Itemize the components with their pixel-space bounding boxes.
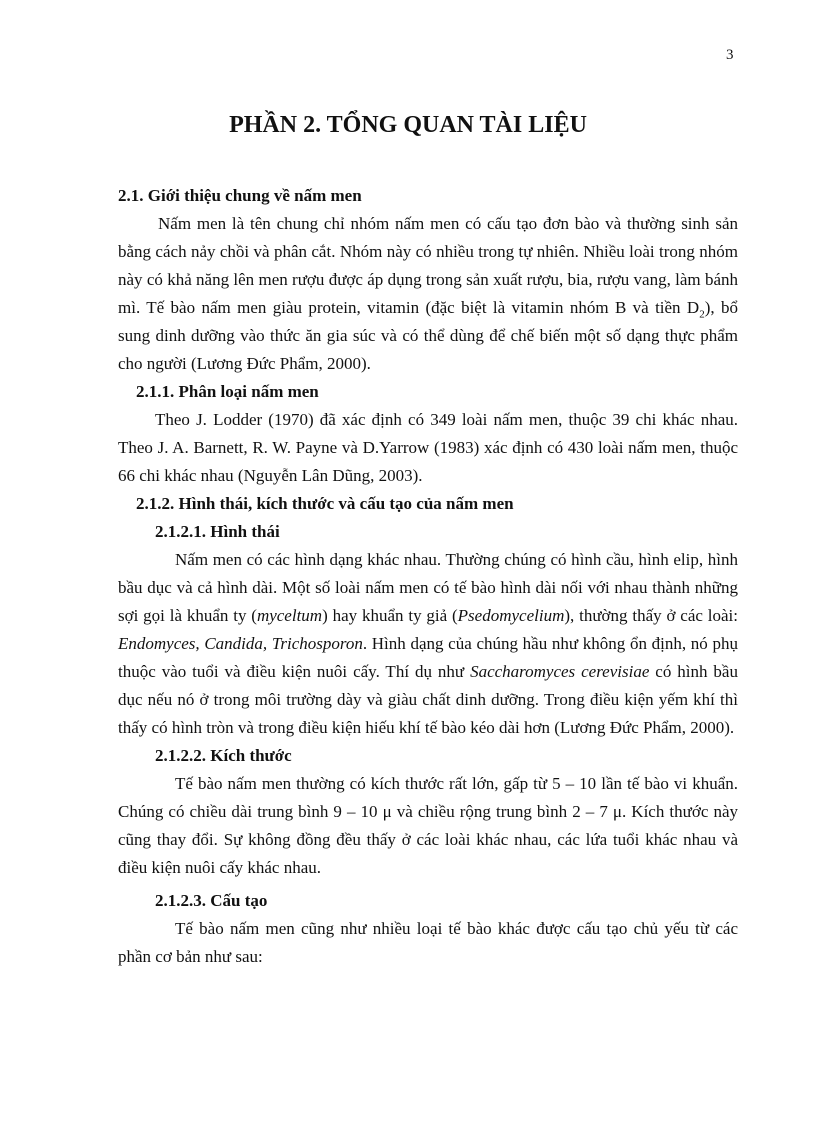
paragraph-structure: Tế bào nấm men cũng như nhiều loại tế bào khác được cấu tạo chủ yếu từ các phần cơ bản như sau:: [118, 919, 738, 966]
intro-text-b: ), bổ sung dinh dưỡng vào thức ăn gia súc và có thể dùng để chế biến một số dạng thực phẩm cho người (Lương Đức Phẩm, 2000).: [118, 298, 738, 373]
morph-italic-3: Endomyces, Candida, Trichosporon: [118, 634, 363, 653]
section-heading-2-1-2-3: 2.1.2.3. Cấu tạo: [155, 891, 268, 910]
paragraph-intro-yeast: [118, 210, 738, 378]
morph-text-1: Nấm men có các hình dạng khác nhau. Thường chúng có hình cầu, hình elip, hình bầu dục và cả hình dài. Một số loài nấm men có tế bào hình dài nối với nhau thành những sợi gọi là khuẩn ty (: [118, 550, 738, 625]
morph-italic-1: myceltum: [256, 606, 323, 625]
paragraph-size: Tế bào nấm men thường có kích thước rất lớn, gấp từ 5 – 10 lần tế bào vi khuẩn. Chúng có chiều dài trung bình 9 – 10 μ và chiều rộng trung bình 2 – 7 μ. Kích thước này cũng thay đổi. Sự không đồng đều thấy ở các loài khác nhau, các lứa tuổi khác nhau và điều kiện nuôi cấy khác nhau.: [118, 774, 738, 877]
morph-text-2: ) hay khuẩn ty giả (: [322, 606, 458, 625]
section-heading-2-1-2-2: 2.1.2.2. Kích thước: [155, 746, 292, 765]
page-title: PHẦN 2. TỔNG QUAN TÀI LIỆU: [229, 112, 587, 138]
morph-text-4: . Hình dạng của chúng hầu như không ổn định, nó phụ thuộc vào tuổi và điều kiện nuôi cấy. Thí dụ như: [118, 634, 738, 681]
paragraph-classification: Theo J. Lodder (1970) đã xác định có 349 loài nấm men, thuộc 39 chi khác nhau. Theo J. A. Barnett, R. W. Payne và D.Yarrow (1983) xác định có 430 loài nấm men, thuộc 66 chi khác nhau (Nguyễn Lân Dũng, 2003).: [118, 410, 738, 485]
section-heading-2-1-1: 2.1.1. Phân loại nấm men: [136, 382, 319, 401]
intro-text-a: Nấm men là tên chung chỉ nhóm nấm men có cấu tạo đơn bào và thường sinh sản bằng cách nảy chồi và phân cắt. Nhóm này có nhiều trong tự nhiên. Nhiều loài trong nhóm này có khả năng lên men rượu được áp dụng trong sản xuất rượu, bia, rượu vang, làm bánh mì. Tế bào nấm men giàu protein, vitamin (đặc biệt là vitamin nhóm B và tiền D: [118, 214, 738, 317]
section-heading-2-1-2: 2.1.2. Hình thái, kích thước và cấu tạo của nấm men: [136, 494, 514, 513]
intro-subscript: 2: [699, 308, 705, 321]
morph-italic-2: Psedomycelium: [457, 606, 565, 625]
section-heading-2-1-2-1: 2.1.2.1. Hình thái: [155, 522, 280, 541]
section-heading-2-1: 2.1. Giới thiệu chung về nấm men: [118, 186, 362, 205]
morph-text-3: ), thường thấy ở các loài:: [564, 606, 738, 625]
paragraph-morphology: [118, 546, 738, 742]
page-number: 3: [726, 47, 734, 63]
morph-text-5: có hình bầu dục nếu nó ở trong môi trường dày và giàu chất dinh dưỡng. Trong điều kiện yếm khí thì thấy có hình tròn và trong điều kiện hiếu khí tế bào kéo dài hơn (Lương Đức Phẩm, 2000).: [118, 662, 738, 737]
morph-italic-4: Saccharomyces cerevisiae: [470, 662, 650, 681]
document-body: [118, 182, 738, 971]
